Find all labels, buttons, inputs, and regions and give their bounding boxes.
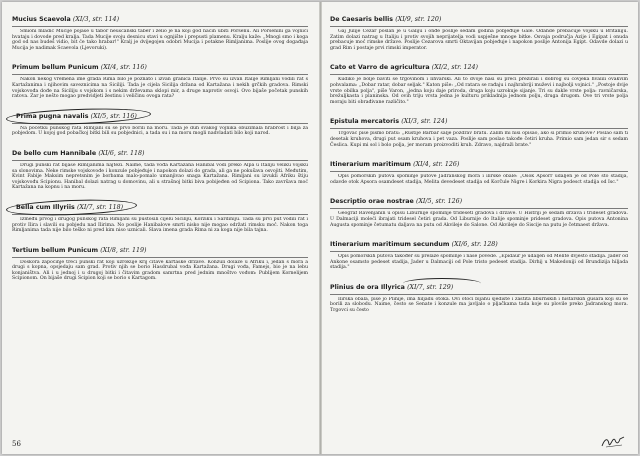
entry-tertium-bellum — [12, 237, 308, 282]
entry-text: Između prvog i drugog punskog rata Rimljani su pustošili cijelu Siciliju, Korziku i Sardiniju. Tada su prvi put vodili rat i protiv Ilira i slavili su pobjedu nad Ilirima. No poslije Hanibalove smrti nisko nije mogao održati rimsku moć. Nakon toga Rimljanima tada nije bilo teško ni pred kim niso uznicali. Slava imena grada Rima ni za koga nije bila tajna. — [12, 216, 308, 234]
heading-rule — [330, 171, 628, 172]
heading-rule — [12, 26, 308, 27]
entry-de-bello-hannibale — [12, 140, 308, 191]
page-number: 56 — [12, 440, 21, 448]
entry-text: Drugi punski rat bijaše Rimljanima najteži. Naime, tada vođa Kartažana Hanibal vodi preko Alpa u Italiju veliku vojsku sa slonovima. Neke rimske vojskovođe i konzule pobjeđuje i napokon dolazi do grada, ali ga ne pokušava osvojiti. Međutim, Kvint Fabije Maksim nepretsnim je borbama malo-pomalo umanjivao snaga Kartažana. Rimljani su izvukli Afriku štiju vojskovođu Scipionu. Hanibal dolazi natrag u domovinu, ali u strašnoj bitki biva pobijeđen od Scipiona. Tako završava moć Kartažana na kopnu i na moru. — [12, 162, 308, 191]
entry-heading-circled — [12, 112, 141, 121]
entry-ref: (XI/9, str. 120) — [395, 16, 442, 23]
entry-title: Plinius de ora Illyrica — [330, 283, 405, 291]
entry-text: Trgovac piše pismo bratu: „Rustije Barbar šalje pozdrav bratu. Žalim mi nisi opisao, ako si primio kruhove? Poslao sam ti desetak kruhova, drugi put osam kruhova i pet vaza. Poslije sam poslao takođe četiri kruha. Primio sam jedan sir s sedam Česlica. Kupi mi sol i bolo polja, jer moram proizvoditi kruh. Zdravo, najdraži brate." — [330, 131, 628, 148]
entry-ref: (XI/3, str. 114) — [72, 16, 120, 23]
entry-heading — [330, 63, 478, 72]
heading-rule — [12, 257, 308, 258]
entry-text: Doskora započinje treći punski rat koji uzrokuje krij čitave kartaške države. Konzuli dolaze u Afriku i, jedan s mora a drugi s kopna, opsjedaju sam grad. Protiv njih se borio Hasdrubal vođa Kartažana. Drugi vođa, Famejs, bio je na lebu konjaništva. Ali i u jednoj i u drugoj bitki i čitavim gradom samrtna pred jednim mnoštvo vođom: Publijem Kornelijem Scipionom. On bijaše drugi Scipion koji se borio s Kartagom. — [12, 259, 308, 282]
entry-ref: (XI/2, str. 124) — [431, 64, 478, 72]
entry-text: Smioni mladić Mucije pojaše u tabor neušćanski taber i želio je na koji god način ubiti Porsenu. Ali Porsenini ga vojnici hvataju i dovode pred kralja. Tada Mucije svoju desnicu stavi u ognjište i prepusti plamenu. Kralju kaže: „Mnogi smo i koga god od nas budeš vidio, bit će tako hrabar!" Kralj je dvijegojen odobri Mucija i potakne Rimljanima. Poslije ovog događaja Mucija je nadimak Scaevola (Ljevoruki). — [12, 29, 308, 51]
left-page — [12, 6, 308, 285]
entry-heading — [330, 160, 459, 169]
entry-title: Primum bellum Punicum — [12, 64, 99, 72]
heading-rule — [12, 160, 308, 161]
heading-rule — [330, 128, 628, 129]
entry-itinerarium-secundum — [330, 231, 628, 271]
entry-ref: (XI/6, str. 118) — [98, 149, 145, 157]
entry-title: Itinerarium maritimum secundum — [330, 241, 450, 249]
handwritten-signature-icon — [600, 434, 626, 450]
entry-text: Opis pomorskih putova također su prelaze spominje i naše povede. „Epidaur je udaljen od Melite dvjesto stadija. Jader od Ankone osamsto pedeset stadija, Jader u Dalmaciji od Pole tristo pedeset stadija. Dirhij u Makedoniji od Brundizija hiljada stadija." — [330, 254, 628, 271]
entry-text: Opis pomorskih putova spominje putove Jadranskog mora i ilirske obale: „Osok Apsorr udaljen je od Pole sto stadija, odavde otok Apsora osamdeset stadija, Melita devedeset stadija od Korčule Nigre i Korkira Nigra podesct stadija od Isc." — [330, 174, 628, 185]
entry-plinius — [330, 274, 628, 314]
entry-ref: (XI/7, str. 118) — [76, 203, 124, 211]
right-page — [330, 6, 628, 317]
entry-title: Mucius Scaevola — [12, 16, 71, 23]
entry-text: Ilirska obala, piše jo Plinije, ima hiljadu otoka. Ovi otoci bijahu sjedište i zaštita liburnskih i histarskih gusara koji su se borili za slobodu. Naime, često se Senate i konzule ma javljalo o pljačkama tada koje su plovile preko Jadranskog mora. Trgovci su često — [330, 296, 628, 314]
entry-heading — [12, 149, 144, 158]
entry-ref: (XI/3, str. 124) — [401, 118, 448, 126]
entry-title: Epistula mercatoris — [330, 118, 400, 126]
entry-title: Cato et Varro de agricultura — [330, 64, 430, 72]
entry-ref: (XI/5, str. 126) — [415, 198, 463, 206]
entry-title: Itinerarium maritimum — [330, 161, 411, 169]
heading-rule — [330, 251, 628, 252]
entry-heading — [330, 240, 498, 249]
entry-title: Tertium bellum Punicum — [12, 246, 99, 254]
entry-mucius-scaevola — [12, 6, 308, 51]
heading-rule — [330, 208, 628, 209]
entry-heading — [12, 63, 147, 72]
entry-title: De bello cum Hannibale — [12, 149, 97, 157]
entry-ref: (XI/5, str. 116) — [90, 112, 137, 120]
entry-title: Descriptio orae nostrae — [330, 198, 414, 206]
book-gutter — [319, 2, 322, 454]
entry-title: Prima pugna navalis — [16, 112, 89, 120]
entry-descriptio-orae — [330, 188, 628, 228]
entry-text: Nakon nekog vremena ime grada Rima bilo je poznato i izvan granica Italije. Prvo su izvan Italije Rimljani vodili rat s Kartažanima i njihovim saveznicima na Siciliji. Tada je cijela Sicilija držana od Kartažana i nekih grčkih gradova. Rimski vojskovođa dođe na Siciliju s vojskom i s nekim drževama sklopi mir, a druge naprotiv osvoji. Ovo bijaše početak punskih ratova. Zar je nešto mogao predvidjeti žestinu i veličinu ovoga rata? — [12, 77, 308, 100]
entry-prima-pugna — [12, 103, 308, 137]
entry-epistula-mercatoris — [330, 108, 628, 148]
heading-rule — [330, 26, 628, 27]
entry-itinerarium-maritimum — [330, 151, 628, 185]
entry-title: Bella cum Illyriis — [16, 203, 75, 211]
entry-heading — [330, 283, 453, 292]
entry-ref: (XI/6, str. 128) — [451, 241, 498, 249]
entry-ref: (XI/4, str. 116) — [100, 64, 147, 72]
entry-ref: (XI/8, str. 119) — [100, 246, 147, 254]
entry-text: Kudiko je bolje baviti se trgovinom i lihvarski. Ali to dvoje naši su preci prezirali i dobrog su čovjeka hvalili ovakvim pohvalama: „Dobar ratar, dobar seljak." Katon piše: „Od ratara se rađaju i najhrabriji muževi i najbolji vojnici." „Postoje dvije vrste obilka polja", piše Varon, „jedna koju daje priroda, druga koju uzrokuje sijanje. Tri su dakle vrste polja: ravničarska, brežuljkasta i planinska. Od ovih triju vrsta jedna je kulturu prikladnija jednom polju, druga drugom. Ove tri vrste polja moraju biti obrađivane različito." — [330, 77, 628, 105]
entry-ref: (XI/4, str. 126) — [413, 161, 460, 169]
entry-heading — [12, 246, 146, 255]
entry-ref-marked: (XI/7, str. 129) — [407, 283, 454, 291]
heading-rule — [330, 294, 628, 295]
entry-primum-bellum — [12, 54, 308, 99]
entry-bella-illyriis — [12, 194, 308, 234]
heading-rule — [330, 74, 628, 75]
entry-title: De Caesaris bellis — [330, 16, 394, 23]
entry-cato-varro — [330, 54, 628, 105]
entry-heading — [330, 117, 447, 126]
entry-text: Na početku punskog rata Rimljani su se prvo borili na moru. Tada je duh svakog vojnika obuzimala hrabrost i bilja za pobjedom. U kojoj god pobačkoj bitki bili su pobjednici, a tada su i na moru mogli nadvladati bilo koji narod. — [12, 125, 308, 137]
entry-heading — [12, 15, 119, 24]
entry-heading — [330, 15, 441, 24]
book-spread — [2, 2, 638, 454]
entry-caesaris-bellis — [330, 6, 628, 51]
heading-rule — [12, 74, 308, 75]
entry-text: Gaj Julije Cezar poslan je u Galiju i onđe poslije sedam godina pobjeđuje Gale. Odande prebacuje vojsku u Britaniju. Zatim dolazi natrag u Italiju i protiv svojih neprijatelja vodi uspješne mnoge bitke. Osvaja područja Azije i Egipat i onuda prebacuje moć rimske države. Poslije Cezarova smrti Oktavijan pobjeđuje i napokon poslije Antonija Egipt. Odavde dolazi u grad Rim i postaje prvi rimski imperator. — [330, 29, 628, 51]
entry-heading-circled — [12, 203, 127, 212]
entry-text: Geograf Ravenjanin u opisu Liburnije spominje tridesetl gradova i države. U Histriji je sedam država i trideset gradova. U Dalmaciji moleći ibrajati tridesel četiri grada. Od Liburnije do Italije spominje prideset gradova. Opis putova Antonina Augusta spominje četumatu daljava na putu od Akvileje do Salone. Od Akvileje do Siscije na putu je četmaest država. — [330, 211, 628, 228]
entry-heading — [330, 197, 462, 206]
